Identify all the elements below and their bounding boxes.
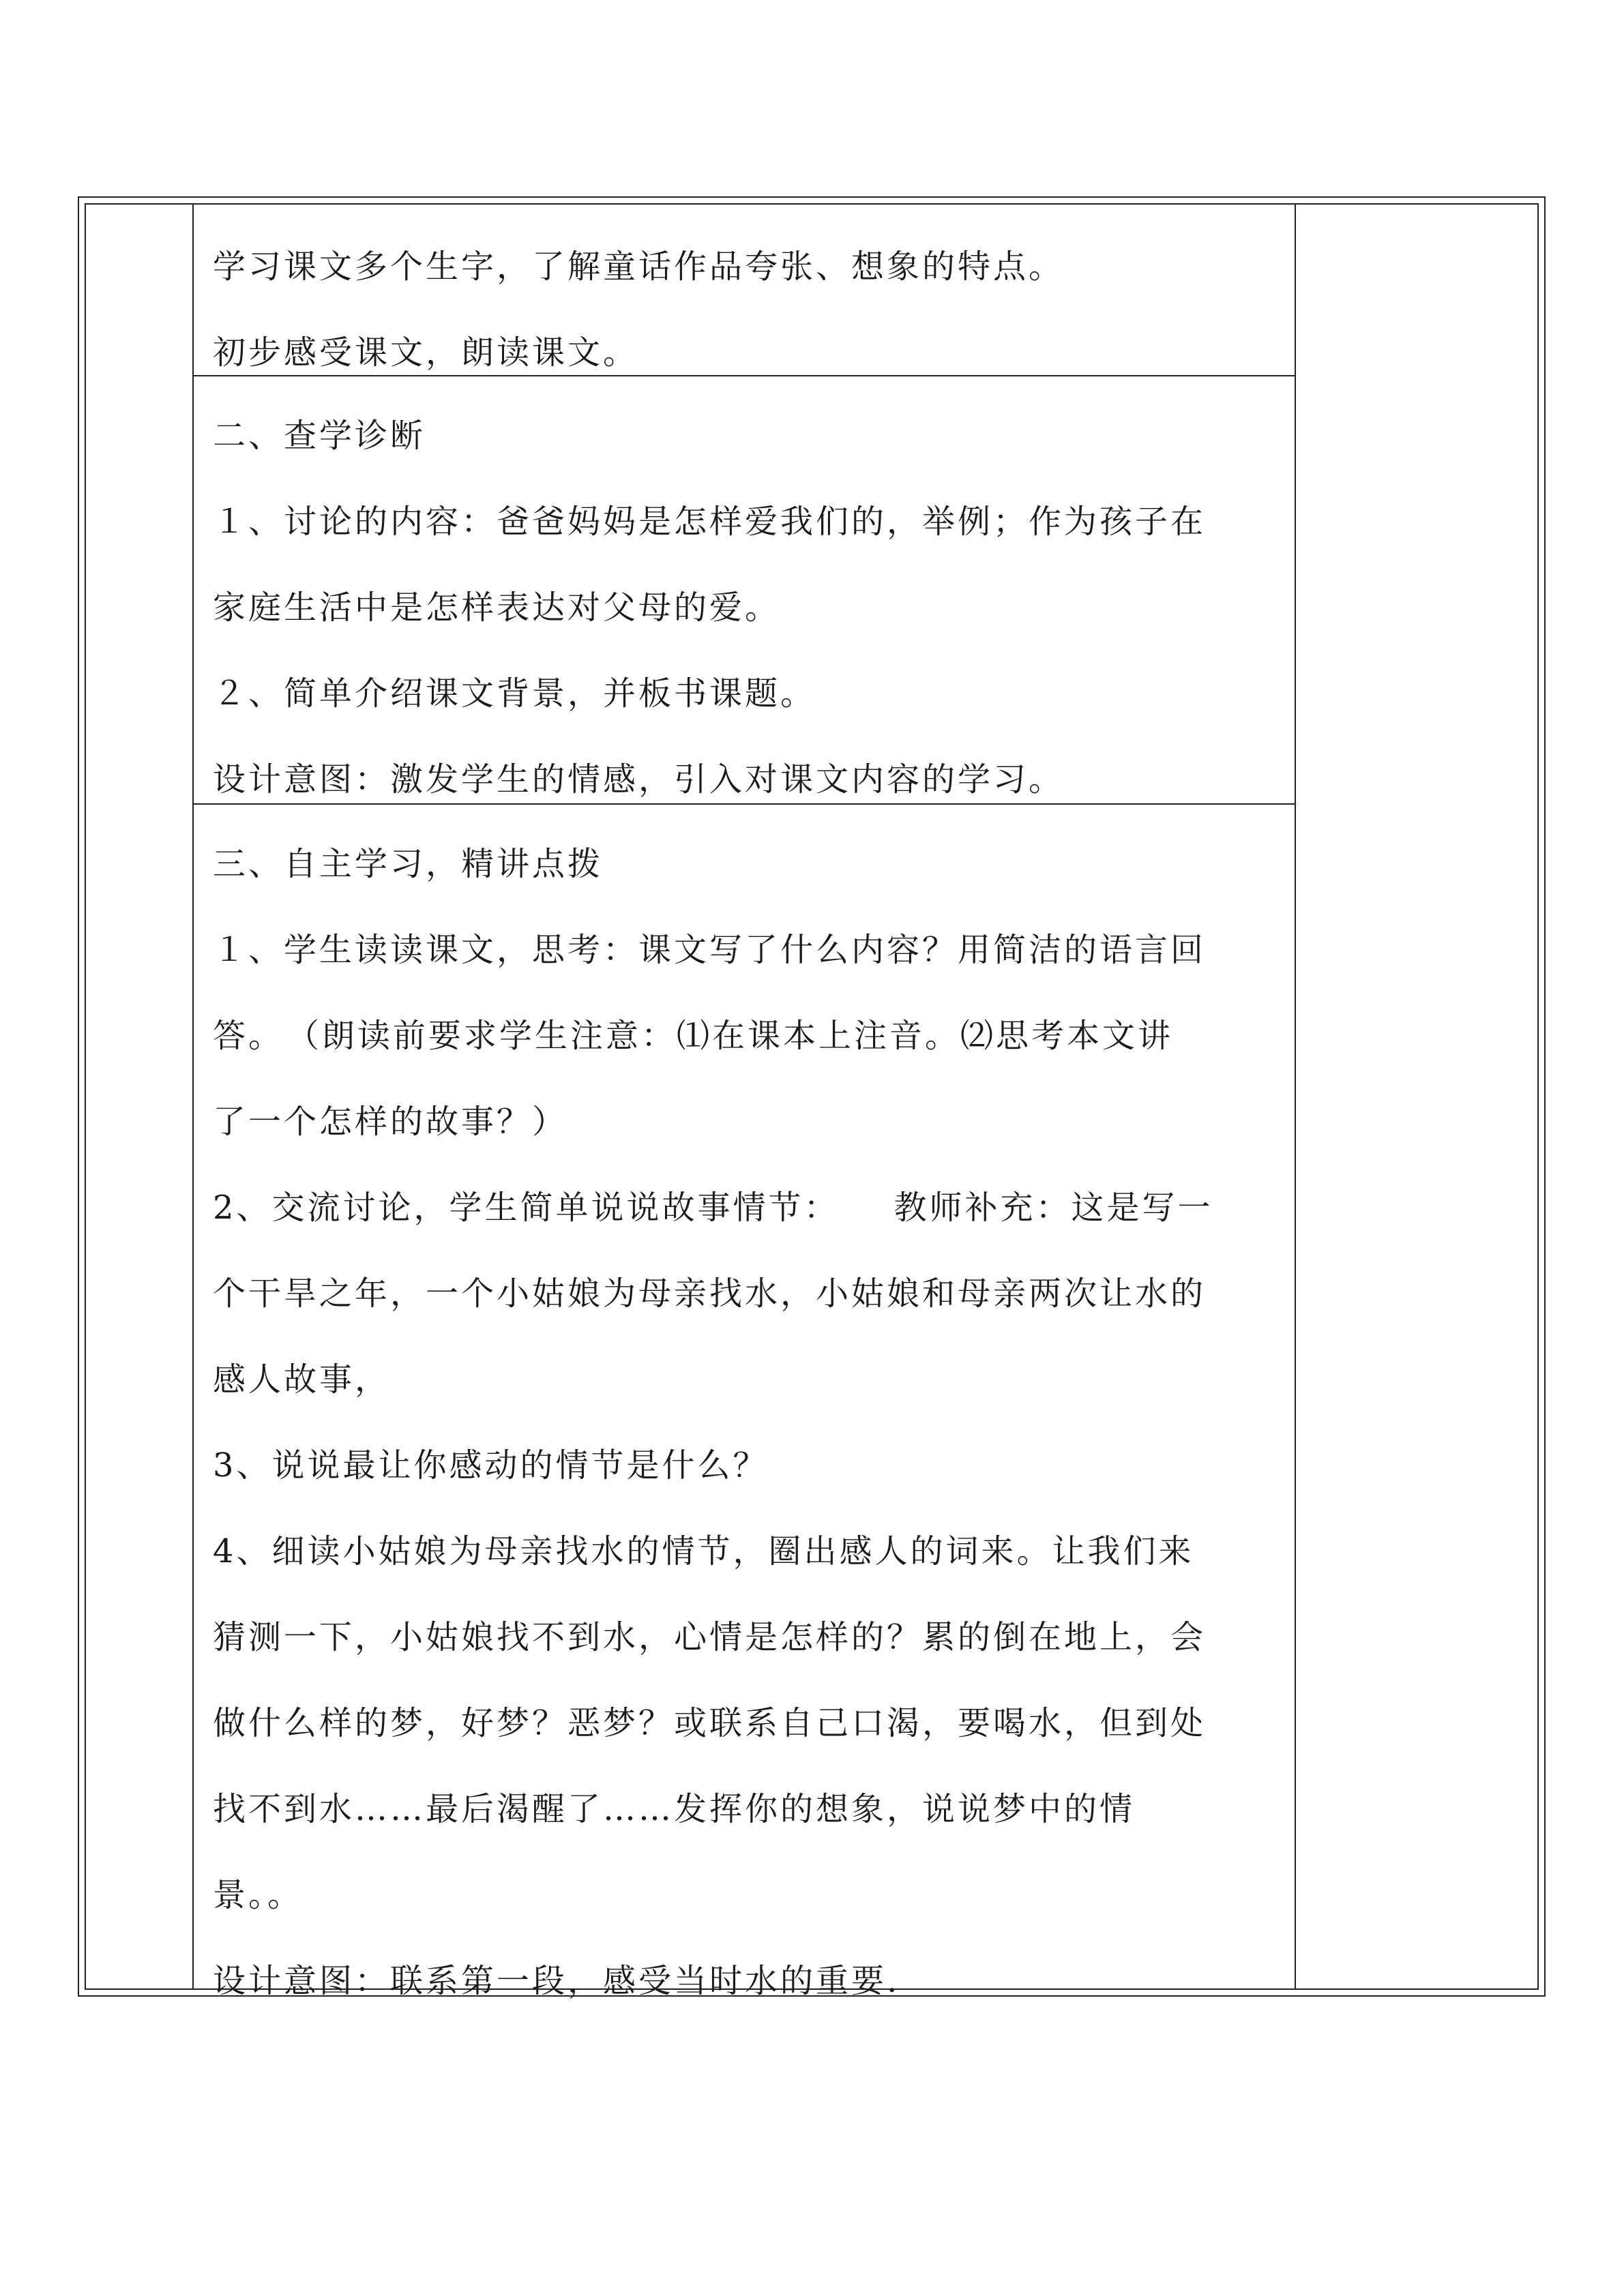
text-line: 家庭生活中是怎样表达对父母的爱。 [213, 588, 781, 627]
section-heading: 二、查学诊断 [213, 417, 426, 455]
text-line: 3、说说最让你感动的情节是什么？ [213, 1446, 769, 1485]
table-inner-border [85, 203, 1539, 2000]
section-objectives [192, 205, 1295, 375]
text-line: 了一个怎样的故事？） [213, 1103, 568, 1141]
text-line: 答。 （朗读前要求学生注意：⑴在课本上注音。⑵思考本文讲 [213, 1017, 1174, 1055]
text-line: 设计意图：联系第一段，感受当时水的重要. [213, 1962, 900, 2000]
section-self-study [192, 805, 1295, 2000]
text-line: 2、交流讨论，学生简单说说故事情节： 教师补充：这是写一 [213, 1189, 1213, 1227]
text-line: 学习课文多个生字，了解童话作品夸张、想象的特点。 [213, 248, 1065, 286]
text-line: １、学生读读课文，思考：课文写了什么内容？用简洁的语言回 [213, 931, 1207, 969]
text-line: 4、细读小姑娘为母亲找水的情节，圈出感人的词来。让我们来 [213, 1532, 1194, 1570]
lesson-plan-table [78, 196, 1546, 2000]
section-diagnosis [192, 376, 1295, 803]
column-divider-right [1295, 205, 1296, 1988]
text-line: １、讨论的内容：爸爸妈妈是怎样爱我们的，举例；作为孩子在 [213, 503, 1207, 541]
text-line: 景。。 [213, 1876, 304, 1914]
text-line: 猜测一下，小姑娘找不到水，心情是怎样的？累的倒在地上，会 [213, 1618, 1207, 1656]
text-line: 设计意图：激发学生的情感，引入对课文内容的学习。 [213, 760, 1065, 799]
text-line: 做什么样的梦，好梦？恶梦？或联系自己口渴，要喝水，但到处 [213, 1704, 1207, 1742]
text-line: 找不到水……最后渴醒了……发挥你的想象，说说梦中的情 [213, 1790, 1136, 1828]
text-line: 个干旱之年，一个小姑娘为母亲找水，小姑娘和母亲两次让水的 [213, 1274, 1207, 1313]
text-line: ２、简单介绍课文背景，并板书课题。 [213, 674, 816, 713]
text-line: 感人故事， [213, 1360, 391, 1399]
section-heading: 三、自主学习，精讲点拨 [213, 845, 604, 883]
text-line: 初步感受课文，朗读课文。 [213, 333, 639, 372]
